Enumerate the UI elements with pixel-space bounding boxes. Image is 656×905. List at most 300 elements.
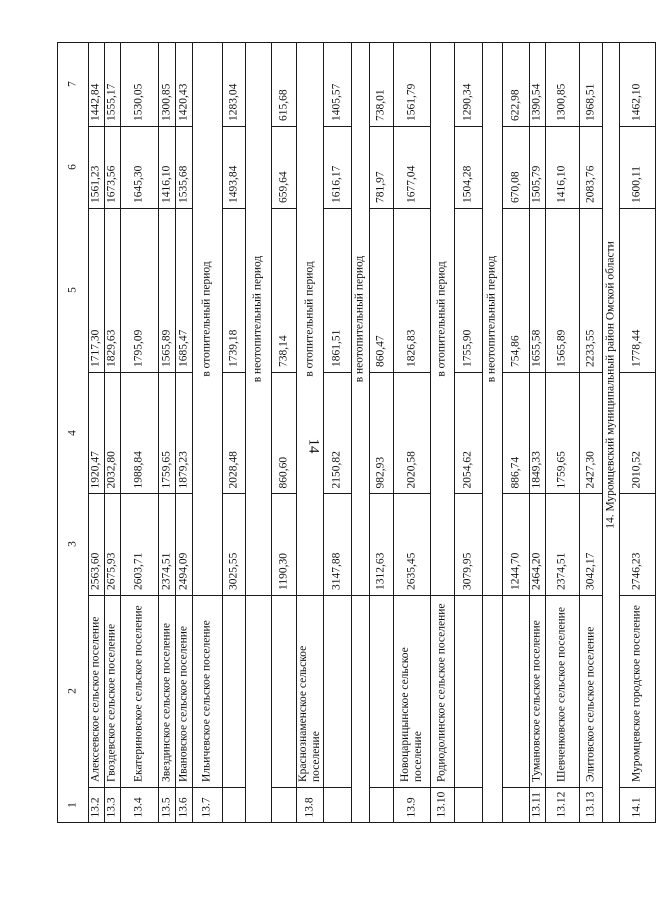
table-row-value-text: 3147,88 — [330, 552, 343, 590]
table-row-value — [271, 493, 296, 595]
table-row-value-text: 2032,80 — [105, 450, 118, 488]
table-row-name — [88, 595, 104, 787]
table-row-value-text: 1759,65 — [160, 450, 172, 488]
table-row-value — [175, 208, 192, 372]
table-rule — [545, 787, 579, 788]
table-row-value — [88, 208, 104, 372]
table-row-name-text: Гвоздевское сельское поселение — [105, 623, 118, 782]
table-rule — [120, 126, 158, 127]
table-row-value-text: 1988,84 — [132, 450, 145, 488]
table-row-value-text: 1561,79 — [405, 83, 417, 121]
table-row-value — [619, 208, 655, 372]
table-row-value — [120, 126, 158, 208]
header-col-6 — [57, 126, 88, 208]
table-row-value-text: 1849,33 — [530, 450, 543, 488]
table-rule — [245, 595, 271, 596]
table-row-value-text: 1685,47 — [177, 329, 189, 367]
table-rule — [158, 126, 175, 127]
table-rule — [175, 126, 192, 127]
table-row-name — [430, 595, 454, 787]
table-rule — [104, 595, 120, 596]
table-row-value-text: 1290,34 — [461, 83, 474, 121]
table-row-value-text: 781,97 — [374, 171, 387, 203]
table-rule — [57, 822, 656, 823]
table-row-value — [88, 126, 104, 208]
table-rule — [369, 493, 393, 494]
table-row-value-text: 860,60 — [277, 456, 289, 488]
table-rule — [323, 372, 351, 373]
table-rule — [222, 493, 245, 494]
table-row-value — [579, 208, 602, 372]
table-row-num-text: 13.13 — [584, 791, 596, 817]
table-row-value — [271, 126, 296, 208]
table-rule — [351, 595, 369, 596]
table-rule — [271, 787, 296, 788]
table-rule — [529, 208, 545, 209]
table-row-value — [502, 42, 529, 126]
table-row-value — [454, 493, 482, 595]
table-rule — [619, 208, 655, 209]
table-row-value-text: 1565,89 — [160, 329, 172, 367]
table-rule — [529, 493, 545, 494]
table-rule — [579, 208, 602, 209]
table-row-num — [454, 787, 482, 822]
table-row-num — [271, 787, 296, 822]
table-row-value-text: 659,64 — [277, 171, 289, 203]
table-row-value — [88, 372, 104, 493]
table-rule — [192, 595, 222, 596]
table-row-num — [502, 787, 529, 822]
table-rule — [120, 595, 158, 596]
table-rule — [271, 208, 296, 209]
table-row-value-text: 3025,55 — [227, 552, 239, 590]
table-rule — [393, 595, 430, 596]
table-row-name-text: Звездинское сельское поселение — [160, 623, 172, 782]
table-row-value — [502, 493, 529, 595]
period-subtitle — [430, 42, 454, 595]
table-rule — [88, 126, 104, 127]
table-row-value-text: 1759,65 — [555, 450, 568, 488]
table-row-name — [502, 595, 529, 787]
period-subtitle — [482, 42, 502, 595]
table-rule — [104, 126, 120, 127]
table-row-value-text: 1677,04 — [405, 165, 417, 203]
table-row-value — [158, 42, 175, 126]
table-row-num-text: 13.6 — [177, 796, 189, 817]
table-row-value-text: 1826,83 — [405, 329, 417, 367]
period-subtitle — [296, 42, 323, 595]
table-row-value — [369, 372, 393, 493]
table-row-value — [579, 126, 602, 208]
table-rule — [579, 372, 602, 373]
table-rule — [175, 787, 192, 788]
table-row-value — [175, 372, 192, 493]
table-rule — [158, 208, 175, 209]
table-row-num — [529, 787, 545, 822]
table-rule — [323, 493, 351, 494]
table-row-name — [393, 595, 430, 787]
table-rule — [619, 126, 655, 127]
table-row-value-text: 1312,63 — [374, 552, 387, 590]
table-row-value-text: 1420,43 — [177, 83, 189, 121]
header-col-3 — [57, 493, 88, 595]
header-col-4-text: 4 — [66, 429, 78, 436]
table-rule — [579, 126, 602, 127]
table-row-value-text: 1616,17 — [330, 165, 343, 203]
table-rule — [529, 126, 545, 127]
table-row-name-text: Тумановское сельское поселение — [530, 620, 543, 782]
table-row-value — [454, 372, 482, 493]
table-rule — [545, 208, 579, 209]
table-rule — [545, 493, 579, 494]
table-rule — [502, 493, 529, 494]
table-rule — [393, 372, 430, 373]
table-row-value — [271, 42, 296, 126]
table-row-value — [545, 493, 579, 595]
table-row-num-text: 13.12 — [555, 791, 568, 817]
table-rule — [619, 787, 655, 788]
table-rule — [502, 126, 529, 127]
table-row-value — [502, 126, 529, 208]
table-row-num-text: 13.3 — [105, 796, 118, 817]
table-row-value-text: 2374,51 — [160, 552, 172, 590]
table-row-name-text: Элитовское сельское поселение — [584, 626, 596, 782]
table-rule — [454, 208, 482, 209]
header-col-1 — [57, 787, 88, 822]
table-row-value-text: 2010,52 — [630, 450, 643, 488]
table-row-num — [296, 787, 323, 822]
table-row-name — [104, 595, 120, 787]
table-rule — [323, 787, 351, 788]
table-row-name-text: Новоцарицынское сельское поселение — [398, 647, 424, 782]
table-row-value-text: 2464,20 — [530, 552, 543, 590]
table-row-value — [393, 208, 430, 372]
table-rule — [369, 787, 393, 788]
table-rule — [88, 787, 104, 788]
table-rule — [296, 787, 323, 788]
table-row-name — [296, 595, 323, 787]
table-row-value-text: 1739,18 — [227, 329, 239, 367]
table-row-value-text: 2233,55 — [584, 329, 596, 367]
table-rule — [393, 493, 430, 494]
table-rule — [619, 372, 655, 373]
table-row-value — [104, 372, 120, 493]
table-row-value — [529, 42, 545, 126]
table-row-value-text: 1717,30 — [89, 329, 102, 367]
table-row-name — [454, 595, 482, 787]
table-row-value-text: 1561,23 — [89, 165, 102, 203]
table-row-value-text: 1505,79 — [530, 165, 543, 203]
table-row-value-text: 1600,11 — [630, 166, 643, 203]
table-rule — [88, 208, 104, 209]
table-rule — [192, 787, 222, 788]
table-row-value-text: 1493,84 — [227, 165, 239, 203]
table-row-num — [619, 787, 655, 822]
table-rule — [120, 372, 158, 373]
table-row-name — [120, 595, 158, 787]
table-rule — [271, 595, 296, 596]
table-row-value-text: 2150,82 — [330, 450, 343, 488]
table-row-value — [529, 372, 545, 493]
table-row-value-text: 2374,51 — [555, 552, 568, 590]
table-row-num-text: 13.4 — [132, 796, 145, 817]
table-row-value — [88, 42, 104, 126]
table-row-value — [271, 208, 296, 372]
header-col-7 — [57, 42, 88, 126]
period-subtitle-text: в отопительный период — [435, 260, 448, 377]
table-row-value — [545, 372, 579, 493]
table-row-value-text: 2054,62 — [461, 450, 474, 488]
section-title — [602, 42, 619, 727]
table-row-value — [393, 372, 430, 493]
table-rule — [545, 595, 579, 596]
table-row-value-text: 1530,05 — [132, 83, 145, 121]
table-row-value — [158, 493, 175, 595]
table-rule — [454, 372, 482, 373]
table-row-value-text: 2675,93 — [105, 552, 118, 590]
table-rule — [104, 787, 120, 788]
table-rule — [88, 372, 104, 373]
table-row-value — [271, 372, 296, 493]
period-subtitle-text: в отопительный период — [303, 260, 315, 377]
table-row-num-text: 13.9 — [405, 796, 417, 817]
header-col-2-text: 2 — [66, 688, 78, 694]
table-row-value-text: 1555,17 — [105, 83, 118, 121]
header-col-7-text: 7 — [66, 81, 78, 87]
table-row-name — [158, 595, 175, 787]
table-rule — [529, 372, 545, 373]
table-row-value-text: 738,14 — [277, 335, 289, 367]
table-row-value-text: 1283,04 — [227, 83, 239, 121]
table-rule — [619, 595, 655, 596]
table-row-value-text: 1673,56 — [105, 165, 118, 203]
table-row-num-text: 14.1 — [630, 796, 643, 817]
table-row-value — [529, 208, 545, 372]
table-row-value — [619, 372, 655, 493]
table-row-value — [104, 42, 120, 126]
table-row-num-text: 13.10 — [435, 791, 448, 817]
table-row-value-text: 1190,30 — [277, 553, 289, 590]
table-row-value-text: 1442,84 — [89, 83, 102, 121]
table-row-value — [222, 208, 245, 372]
table-row-value-text: 860,47 — [374, 335, 387, 367]
table-rule — [545, 372, 579, 373]
table-rule — [88, 595, 104, 596]
table-rule — [175, 595, 192, 596]
table-rule — [482, 595, 502, 596]
table-row-value — [502, 208, 529, 372]
table-rule — [175, 208, 192, 209]
table-row-value — [369, 42, 393, 126]
table-row-name-text: Ивановское сельское поселение — [177, 625, 189, 782]
table-rule — [579, 595, 602, 596]
table-row-value-text: 1244,70 — [509, 552, 521, 590]
table-row-value — [619, 126, 655, 208]
table-row-num — [158, 787, 175, 822]
table-row-value-text: 1879,23 — [177, 450, 189, 488]
table-row-value — [222, 126, 245, 208]
table-row-name — [323, 595, 351, 787]
table-rule — [454, 787, 482, 788]
table-row-value-text: 1795,09 — [132, 329, 145, 367]
table-rule — [430, 595, 454, 596]
table-rule — [323, 126, 351, 127]
table-row-value-text: 1405,57 — [330, 83, 343, 121]
table-row-value-text: 1920,47 — [89, 450, 102, 488]
table-row-name-text: Алексеевское сельское поселение — [89, 616, 102, 782]
table-row-value — [175, 126, 192, 208]
header-col-1-text: 1 — [66, 801, 78, 808]
table-row-value-text: 1416,10 — [555, 165, 568, 203]
table-row-value — [579, 372, 602, 493]
section-title-text: 14. Муромцевский муниципальный район Омской области — [604, 240, 616, 529]
header-col-6-text: 6 — [66, 164, 78, 170]
table-row-value — [369, 126, 393, 208]
header-col-3-text: 3 — [66, 541, 78, 547]
table-row-value-text: 1861,51 — [330, 329, 343, 367]
table-row-value — [369, 208, 393, 372]
table-row-value-text: 1829,63 — [105, 329, 118, 367]
table-rule — [369, 208, 393, 209]
table-rule — [430, 787, 454, 788]
table-row-value — [454, 126, 482, 208]
table-row-value — [529, 493, 545, 595]
table-row-num-text: 13.5 — [160, 796, 172, 817]
table-row-value — [393, 493, 430, 595]
table-row-value — [545, 126, 579, 208]
table-row-value — [158, 372, 175, 493]
table-row-value — [454, 42, 482, 126]
table-rule — [104, 493, 120, 494]
table-rule — [369, 595, 393, 596]
table-row-value-text: 2427,30 — [584, 450, 596, 488]
table-rule — [393, 126, 430, 127]
table-row-value-text: 2746,23 — [630, 552, 643, 590]
header-col-2 — [57, 595, 88, 787]
table-rule — [104, 372, 120, 373]
table-row-value-text: 1645,30 — [132, 165, 145, 203]
table-rule — [502, 208, 529, 209]
header-col-5 — [57, 208, 88, 372]
table-rule — [222, 126, 245, 127]
table-row-name — [545, 595, 579, 787]
table-row-value — [545, 208, 579, 372]
table-row-name — [369, 595, 393, 787]
table-row-value-text: 2563,60 — [89, 552, 102, 590]
table-row-num-text: 13.2 — [89, 796, 102, 817]
period-subtitle-text: в неотопительный период — [251, 255, 264, 382]
table-row-name-text: Ильичевское сельское поселение — [200, 620, 213, 782]
table-row-value-text: 3042,17 — [584, 552, 596, 590]
table-row-value — [323, 126, 351, 208]
table-rule — [222, 787, 245, 788]
table-rule — [502, 372, 529, 373]
table-row-num — [369, 787, 393, 822]
table-row-value — [158, 126, 175, 208]
table-row-value — [393, 126, 430, 208]
table-row-value — [158, 208, 175, 372]
table-row-value — [104, 208, 120, 372]
table-row-name-text: Краснознаменское сельское поселение — [296, 645, 322, 782]
table-row-num — [104, 787, 120, 822]
table-rule — [393, 208, 430, 209]
table-row-num — [545, 787, 579, 822]
table-row-value — [120, 372, 158, 493]
table-rule — [323, 595, 351, 596]
table-row-value-text: 2083,76 — [584, 165, 596, 203]
table-rule — [175, 372, 192, 373]
table-row-value — [323, 372, 351, 493]
table-row-value — [619, 493, 655, 595]
table-row-value-text: 1300,85 — [555, 83, 568, 121]
table-row-name — [192, 595, 222, 787]
table-row-value — [502, 372, 529, 493]
table-rule — [271, 493, 296, 494]
table-row-value-text: 622,98 — [509, 89, 521, 121]
table-row-value — [369, 493, 393, 595]
table-row-name — [175, 595, 192, 787]
table-rule — [369, 372, 393, 373]
table-rule — [158, 493, 175, 494]
table-rule — [454, 595, 482, 596]
table-row-value-text: 1535,68 — [177, 165, 189, 203]
table-row-num-text: 13.8 — [303, 796, 315, 817]
table-rule — [57, 42, 656, 43]
table-row-num — [88, 787, 104, 822]
period-subtitle — [245, 42, 271, 595]
table-rule — [158, 595, 175, 596]
table-row-value — [323, 208, 351, 372]
table-rule — [579, 787, 602, 788]
table-row-name — [619, 595, 655, 787]
table-rule — [502, 595, 529, 596]
table-row-name — [222, 595, 245, 787]
table-rule — [454, 126, 482, 127]
period-subtitle-text: в неотопительный период — [353, 255, 366, 382]
table-row-num — [430, 787, 454, 822]
table-rule — [158, 372, 175, 373]
table-row-value-text: 615,68 — [277, 89, 289, 121]
table-row-num — [120, 787, 158, 822]
table-row-value — [120, 42, 158, 126]
table-rule — [454, 493, 482, 494]
table-row-num — [579, 787, 602, 822]
table-row-value — [393, 42, 430, 126]
table-row-value-text: 1416,10 — [160, 165, 172, 203]
table-row-value — [175, 42, 192, 126]
table-row-value-text: 1390,54 — [530, 83, 543, 121]
table-row-value — [88, 493, 104, 595]
table-rule — [222, 208, 245, 209]
table-row-value-text: 982,93 — [374, 456, 387, 488]
table-rule — [120, 787, 158, 788]
table-row-value — [222, 42, 245, 126]
table-row-value-text: 3079,95 — [461, 552, 474, 590]
table-rule — [222, 372, 245, 373]
table-row-value-text: 1778,44 — [630, 329, 643, 367]
table-rule — [323, 208, 351, 209]
table-rule — [120, 493, 158, 494]
table-row-value-text: 1300,85 — [160, 83, 172, 121]
table-rule — [579, 493, 602, 494]
table-row-value — [175, 493, 192, 595]
header-col-4 — [57, 372, 88, 493]
table-row-value — [104, 126, 120, 208]
table-row-value — [323, 493, 351, 595]
table-row-value-text: 754,86 — [509, 335, 521, 367]
table-row-value-text: 2028,48 — [227, 450, 239, 488]
table-row-value — [222, 372, 245, 493]
